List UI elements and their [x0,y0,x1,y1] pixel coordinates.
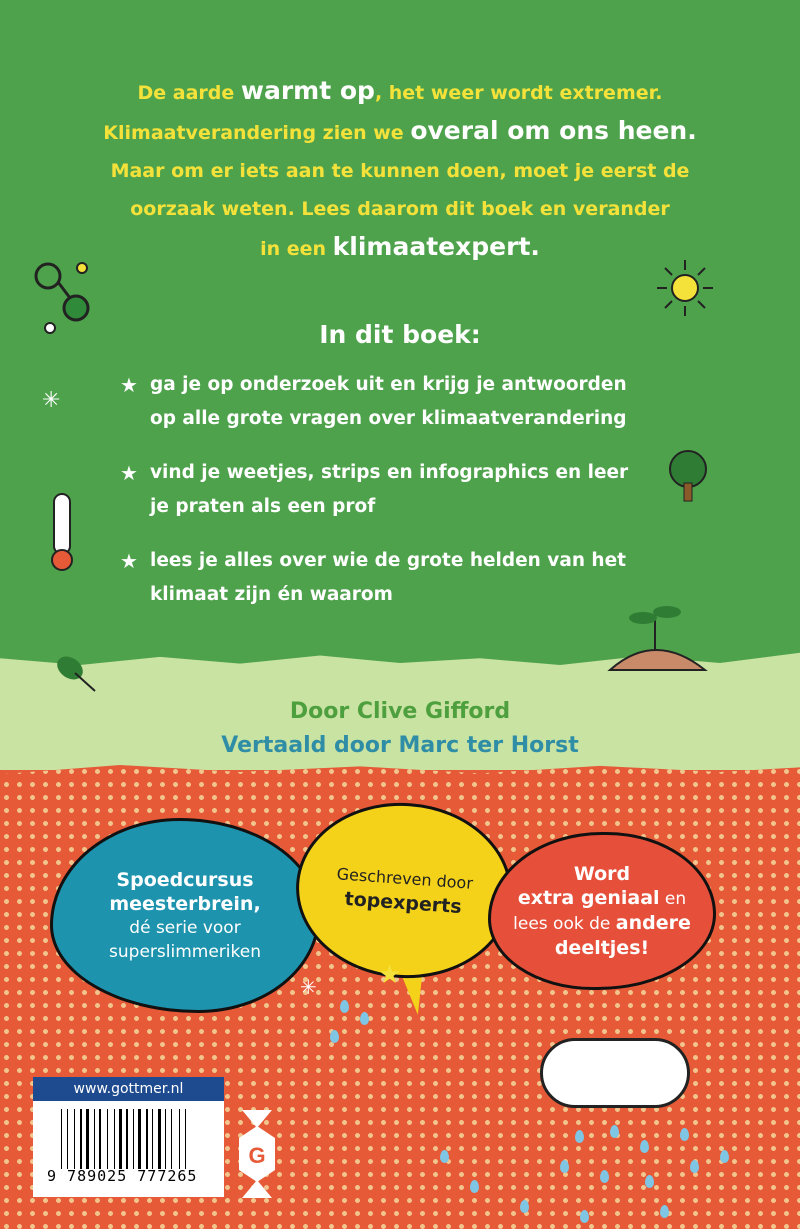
barcode-bar [138,1109,141,1169]
raindrop-icon [575,1130,584,1143]
sun-icon [655,258,715,318]
raindrop-icon [600,1170,609,1183]
raindrop-icon [580,1210,589,1223]
raindrop-icon [680,1128,689,1141]
barcode-bar [61,1109,62,1169]
barcode-bar [99,1109,101,1169]
barcode-bar [119,1109,122,1169]
rain-cloud-icon [540,1038,690,1108]
list-item: ★ ga je op onderzoek uit en krijg je antwoorden op alle grote vragen over klimaatverandering [120,368,680,436]
intro-text: De aarde warmt op, het weer wordt extremer. Klimaatverandering zien we overal om ons heen. Maar om er iets aan te kunnen doen, moet je eerst de oorzaak weten. Lees daarom dit boek en verander in een klimaatexpert. [103,76,697,261]
barcode-bar [86,1109,89,1169]
bullet-list [120,368,680,632]
star-icon: ★ [120,549,138,573]
barcode-bar [171,1109,172,1169]
molecule-icon [30,258,95,338]
translator: Vertaald door Marc ter Horst [221,733,579,758]
barcode-label [33,1077,224,1197]
plant-icon [605,600,715,675]
section-heading: In dit boek: [319,320,481,349]
barcode-bar [158,1109,161,1169]
barcode-bar [67,1109,68,1169]
barcode-bar [80,1109,82,1169]
barcode-bar [107,1109,108,1169]
barcode-bar [94,1109,95,1169]
red-cloud-bubble: Word extra geniaal en lees ook de andere deeltjes! [488,832,716,990]
sparkle-icon: ✳ [42,388,61,413]
raindrop-icon [720,1150,729,1163]
barcode-bar [126,1109,128,1169]
barcode [61,1109,211,1169]
barcode-bar [146,1109,148,1169]
barcode-bar [133,1109,134,1169]
raindrop-icon [520,1200,529,1213]
raindrop-icon [340,1000,349,1013]
isbn-number: 9 789025 777265 [47,1167,198,1185]
blue-cloud-bubble: Spoedcursus meesterbrein, dé serie voor superslimmeriken [50,818,320,1013]
raindrop-icon [330,1030,339,1043]
barcode-bar [165,1109,166,1169]
svg-text:G: G [248,1143,266,1168]
publisher-url: www.gottmer.nl [33,1077,224,1101]
leaf-icon [50,648,100,693]
credits [0,695,800,763]
raindrop-icon [645,1175,654,1188]
raindrop-icon [610,1125,619,1138]
tree-icon [660,445,720,505]
barcode-bar [114,1109,115,1169]
star-icon: ★ [378,960,402,990]
barcode-bar [179,1109,180,1169]
raindrop-icon [470,1180,479,1193]
thermometer-icon [42,490,82,575]
raindrop-icon [360,1012,369,1025]
author: Door Clive Gifford [289,699,511,724]
raindrop-icon [660,1205,669,1218]
raindrop-icon [690,1160,699,1173]
sparkle-icon: ✳ [300,975,317,999]
list-item: ★ lees je alles over wie de grote helden van het klimaat zijn én waarom [120,544,680,612]
raindrop-icon [640,1140,649,1153]
barcode-bar [152,1109,153,1169]
yellow-speech-bubble: Geschreven door topexperts [290,796,518,986]
raindrop-icon [440,1150,449,1163]
star-icon: ★ [120,373,138,397]
raindrop-icon [560,1160,569,1173]
list-item: ★ vind je weetjes, strips en infographics en leer je praten als een prof [120,456,680,524]
publisher-logo [238,1110,276,1198]
barcode-bar [185,1109,186,1169]
star-icon: ★ [120,461,138,485]
barcode-bar [74,1109,75,1169]
